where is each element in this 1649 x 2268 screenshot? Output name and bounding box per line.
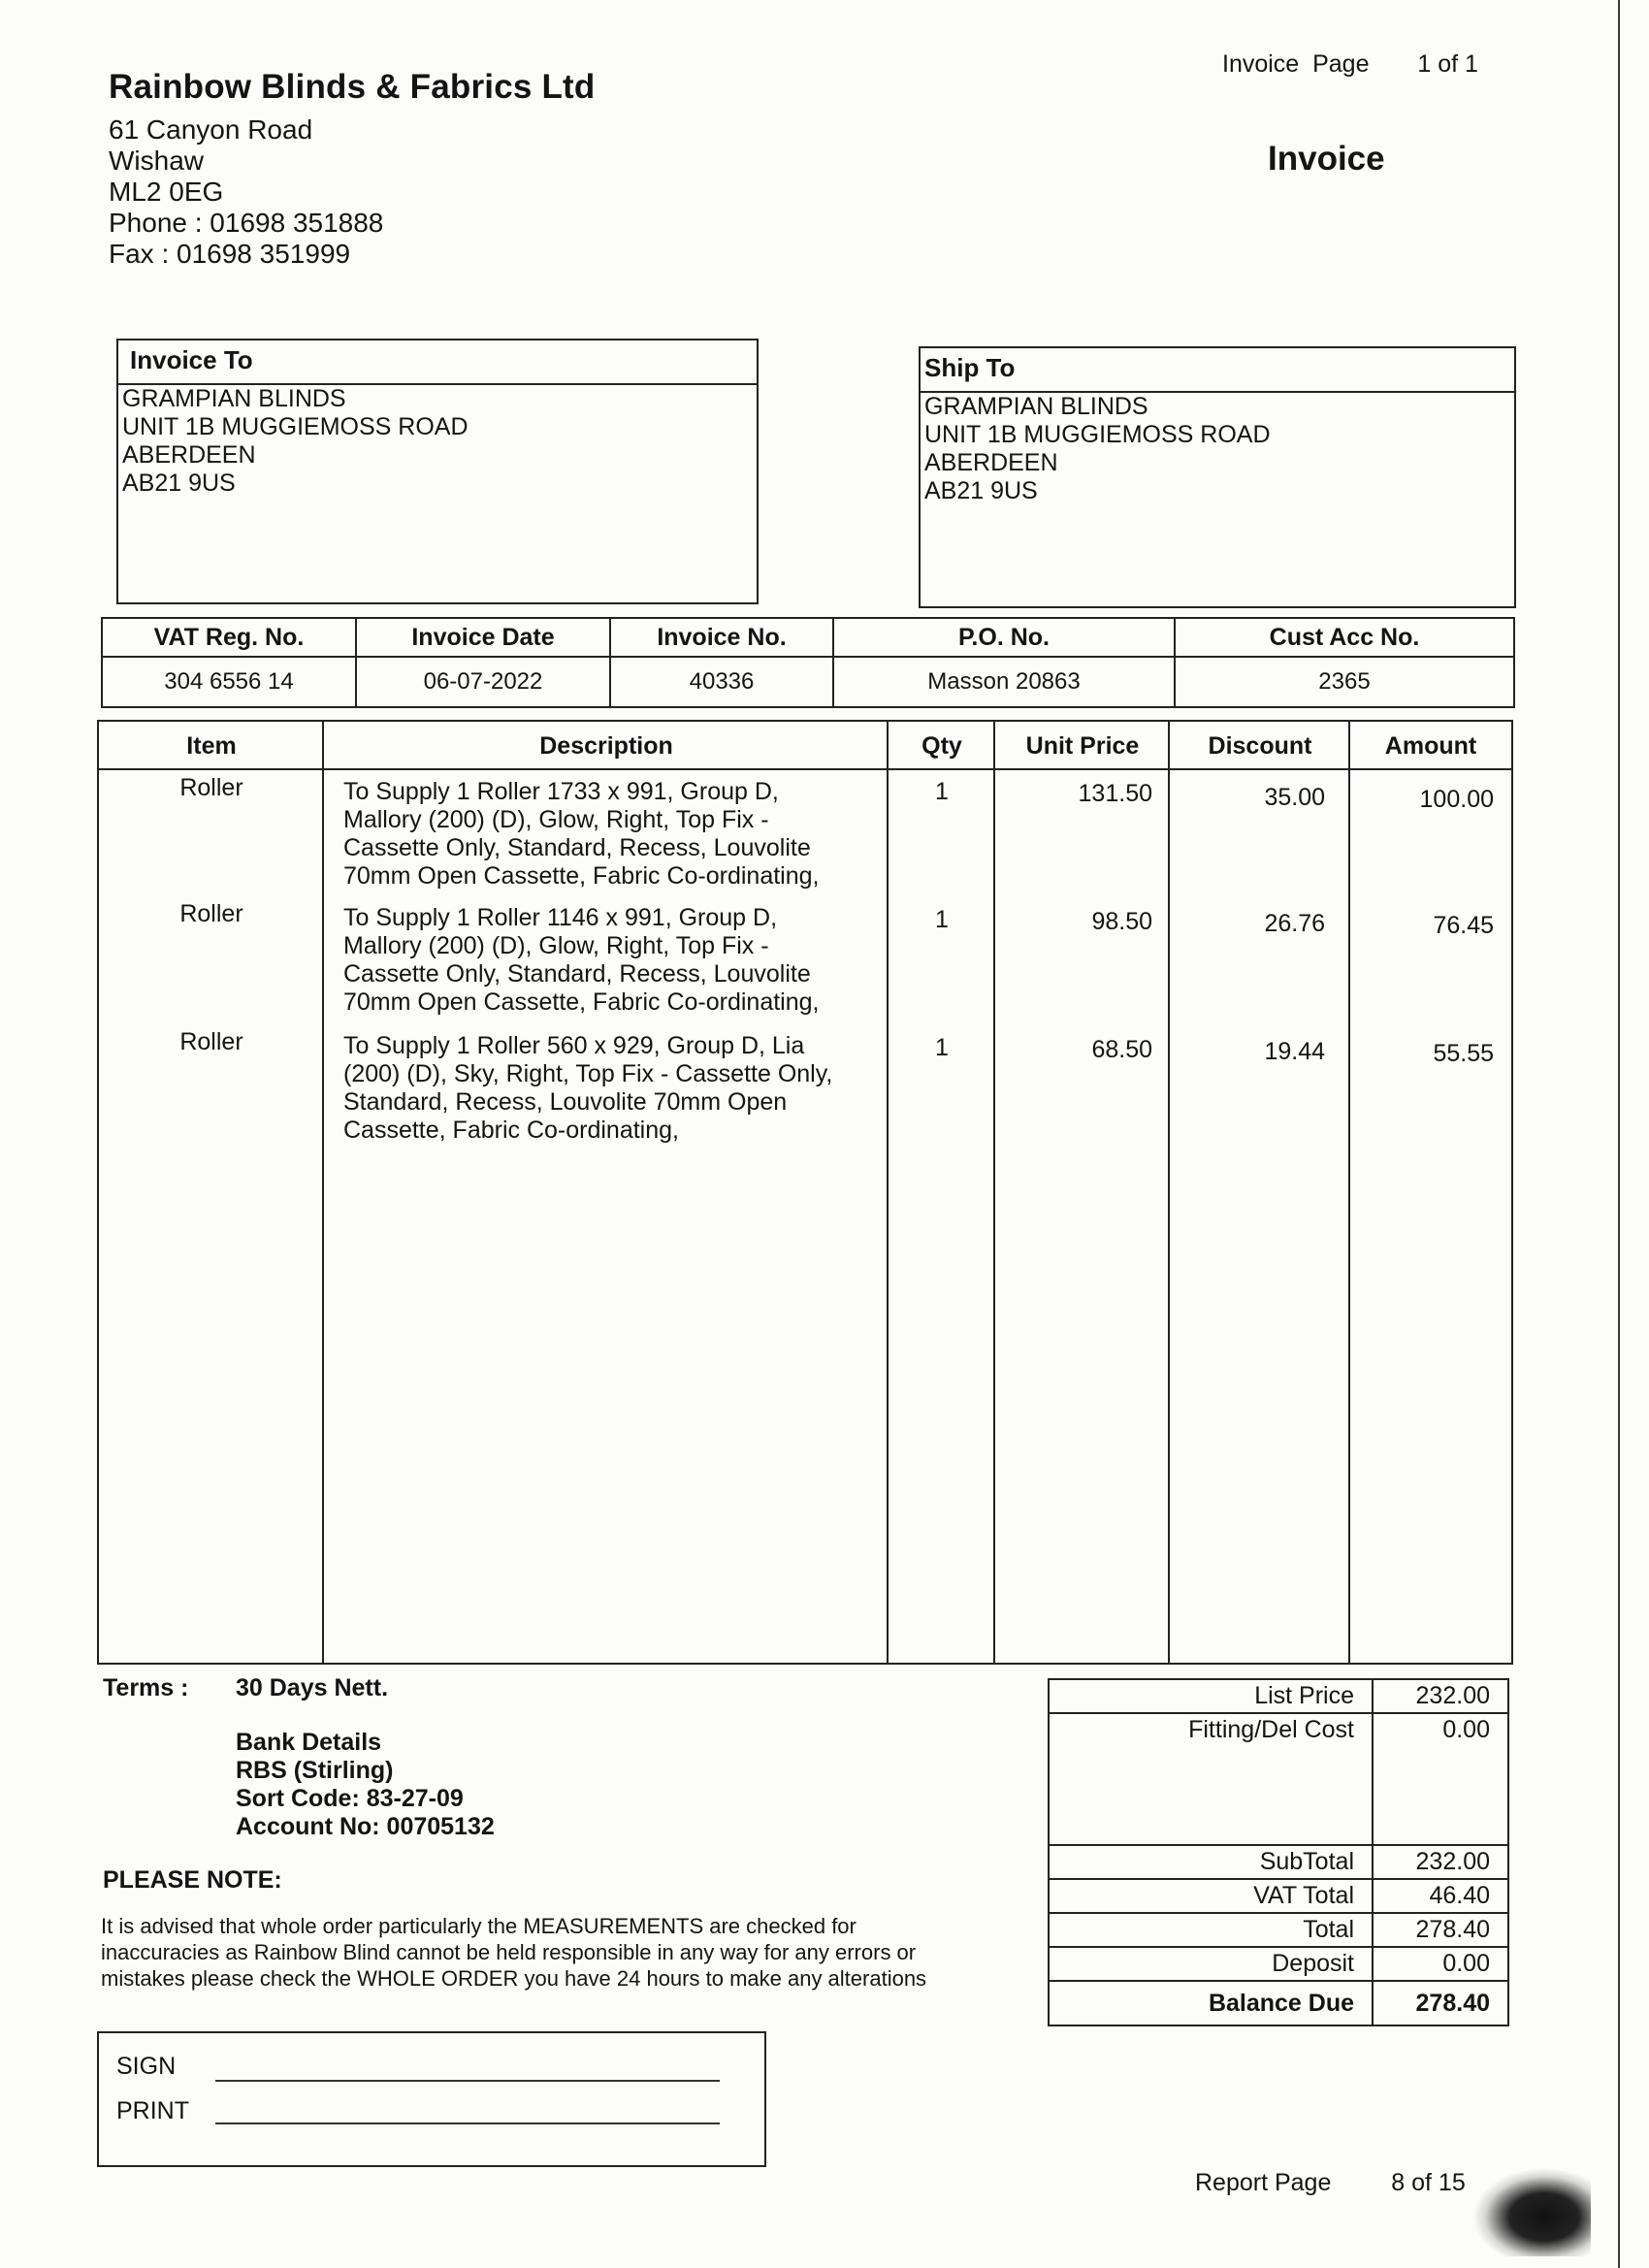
invoice-to-box bbox=[116, 339, 759, 604]
cust-acc-header: Cust Acc No. bbox=[1175, 618, 1514, 657]
deposit-value: 0.00 bbox=[1373, 1947, 1508, 1981]
column-divider bbox=[1348, 722, 1350, 1663]
row-description bbox=[343, 904, 887, 1017]
phone-line: Phone : 01698 351888 bbox=[109, 208, 384, 238]
bank-details-title: Bank Details bbox=[236, 1729, 382, 1756]
qty-col-header: Qty bbox=[889, 722, 995, 770]
ship-to-address bbox=[921, 393, 1514, 505]
vat-reg-value: 304 6556 14 bbox=[102, 657, 356, 707]
description-line: Cassette Only, Standard, Recess, Louvolite bbox=[343, 834, 811, 861]
address-line: UNIT 1B MUGGIEMOSS ROAD bbox=[122, 413, 469, 440]
invoice-to-header: Invoice To bbox=[118, 340, 757, 385]
sort-code: Sort Code: 83-27-09 bbox=[236, 1785, 464, 1812]
bank-details bbox=[236, 1729, 495, 1841]
row-unit-price: 131.50 bbox=[1078, 780, 1152, 807]
note-line: mistakes please check the WHOLE ORDER you have 24 hours to make any alterations bbox=[101, 1966, 927, 1991]
ship-to-header: Ship To bbox=[921, 348, 1514, 393]
invoice-no-value: 40336 bbox=[610, 657, 833, 707]
cust-acc-value: 2365 bbox=[1175, 657, 1514, 707]
report-page-label: Report Page bbox=[1195, 2169, 1332, 2196]
print-line bbox=[215, 2122, 720, 2124]
subtotal-value: 232.00 bbox=[1373, 1845, 1508, 1879]
description-col-header: Description bbox=[324, 722, 889, 770]
please-note-title: PLEASE NOTE: bbox=[103, 1866, 282, 1894]
description-line: 70mm Open Cassette, Fabric Co-ordinating, bbox=[343, 862, 820, 890]
description-line: To Supply 1 Roller 1146 x 991, Group D, bbox=[343, 904, 778, 931]
fitting-cost-value: 0.00 bbox=[1373, 1713, 1508, 1845]
row-description bbox=[343, 1032, 887, 1145]
description-line: Mallory (200) (D), Glow, Right, Top Fix - bbox=[343, 932, 769, 959]
print-label: PRINT bbox=[116, 2097, 189, 2124]
description-line: (200) (D), Sky, Right, Top Fix - Cassette Only, bbox=[343, 1060, 833, 1087]
invoice-page-info bbox=[1222, 50, 1478, 79]
row-amount: 55.55 bbox=[1433, 1040, 1494, 1067]
row-qty: 1 bbox=[935, 1034, 949, 1061]
description-line: 70mm Open Cassette, Fabric Co-ordinating, bbox=[343, 988, 820, 1016]
vat-reg-header: VAT Reg. No. bbox=[102, 618, 356, 657]
row-item: Roller bbox=[179, 774, 243, 801]
row-qty: 1 bbox=[935, 778, 949, 805]
column-divider bbox=[993, 722, 995, 1663]
address-line: 61 Canyon Road bbox=[109, 114, 313, 145]
subtotal-label: SubTotal bbox=[1049, 1845, 1373, 1879]
discount-col-header: Discount bbox=[1170, 722, 1350, 770]
sign-label: SIGN bbox=[116, 2053, 177, 2080]
row-item: Roller bbox=[179, 900, 243, 927]
address-line: ABERDEEN bbox=[924, 449, 1058, 476]
po-no-header: P.O. No. bbox=[833, 618, 1175, 657]
account-number: Account No: 00705132 bbox=[236, 1813, 495, 1840]
description-line: To Supply 1 Roller 560 x 929, Group D, Lia bbox=[343, 1032, 805, 1059]
fitting-cost-label: Fitting/Del Cost bbox=[1049, 1713, 1373, 1845]
note-line: inaccuracies as Rainbow Blind cannot be held responsible in any way for any errors or bbox=[101, 1940, 917, 1964]
column-divider bbox=[322, 722, 324, 1663]
total-label: Total bbox=[1049, 1913, 1373, 1947]
address-line: Wishaw bbox=[109, 146, 205, 176]
row-discount: 19.44 bbox=[1264, 1038, 1325, 1065]
address-line: AB21 9US bbox=[122, 470, 236, 497]
terms-label: Terms : bbox=[103, 1674, 189, 1701]
terms-value: 30 Days Nett. bbox=[236, 1674, 389, 1701]
please-note-text bbox=[101, 1913, 1003, 1992]
item-col-header: Item bbox=[99, 722, 324, 770]
ink-smudge bbox=[1474, 2169, 1591, 2256]
po-no-value: Masson 20863 bbox=[833, 657, 1175, 707]
balance-due-value: 278.40 bbox=[1373, 1981, 1508, 2025]
bank-name: RBS (Stirling) bbox=[236, 1757, 394, 1784]
invoice-page-label: Invoice Page bbox=[1222, 50, 1370, 78]
row-item: Roller bbox=[179, 1028, 243, 1055]
list-price-value: 232.00 bbox=[1373, 1679, 1508, 1713]
report-page-info bbox=[1195, 2169, 1466, 2197]
amount-col-header: Amount bbox=[1350, 722, 1511, 770]
description-line: To Supply 1 Roller 1733 x 991, Group D, bbox=[343, 778, 779, 805]
totals-table bbox=[1048, 1678, 1509, 2026]
invoice-date-header: Invoice Date bbox=[356, 618, 610, 657]
page-edge-line bbox=[1618, 0, 1620, 2268]
address-line: AB21 9US bbox=[924, 477, 1038, 504]
invoice-date-value: 06-07-2022 bbox=[356, 657, 610, 707]
description-line: Mallory (200) (D), Glow, Right, Top Fix - bbox=[343, 806, 769, 833]
company-address bbox=[109, 114, 383, 270]
address-line: GRAMPIAN BLINDS bbox=[924, 393, 1148, 420]
report-page-value: 8 of 15 bbox=[1391, 2169, 1466, 2196]
address-line: GRAMPIAN BLINDS bbox=[122, 385, 346, 412]
total-value: 278.40 bbox=[1373, 1913, 1508, 1947]
row-discount: 26.76 bbox=[1264, 910, 1325, 937]
row-amount: 76.45 bbox=[1433, 912, 1494, 939]
column-divider bbox=[887, 722, 889, 1663]
line-items-table bbox=[97, 720, 1513, 1665]
deposit-label: Deposit bbox=[1049, 1947, 1373, 1981]
vat-total-value: 46.40 bbox=[1373, 1879, 1508, 1913]
balance-due-label: Balance Due bbox=[1049, 1981, 1373, 2025]
invoice-no-header: Invoice No. bbox=[610, 618, 833, 657]
row-qty: 1 bbox=[935, 906, 949, 933]
company-name: Rainbow Blinds & Fabrics Ltd bbox=[109, 68, 596, 106]
ship-to-box bbox=[919, 346, 1516, 608]
row-unit-price: 68.50 bbox=[1091, 1036, 1152, 1063]
fax-line: Fax : 01698 351999 bbox=[109, 239, 351, 269]
row-amount: 100.00 bbox=[1419, 786, 1494, 813]
list-price-label: List Price bbox=[1049, 1679, 1373, 1713]
note-line: It is advised that whole order particularly the MEASUREMENTS are checked for bbox=[101, 1914, 857, 1938]
row-description bbox=[343, 778, 887, 891]
invoice-info-table bbox=[101, 617, 1515, 708]
signature-box bbox=[97, 2031, 766, 2167]
description-line: Standard, Recess, Louvolite 70mm Open bbox=[343, 1088, 788, 1116]
document-title: Invoice bbox=[1268, 140, 1385, 178]
description-line: Cassette Only, Standard, Recess, Louvolite bbox=[343, 960, 811, 988]
description-line: Cassette, Fabric Co-ordinating, bbox=[343, 1117, 679, 1144]
sign-line bbox=[215, 2080, 720, 2082]
invoice-to-address bbox=[118, 385, 757, 498]
address-line: UNIT 1B MUGGIEMOSS ROAD bbox=[924, 421, 1271, 448]
column-divider bbox=[1168, 722, 1170, 1663]
invoice-page-value: 1 of 1 bbox=[1417, 50, 1478, 78]
row-discount: 35.00 bbox=[1264, 784, 1325, 811]
row-unit-price: 98.50 bbox=[1091, 908, 1152, 935]
address-line: ABERDEEN bbox=[122, 441, 256, 469]
vat-total-label: VAT Total bbox=[1049, 1879, 1373, 1913]
unit-price-col-header: Unit Price bbox=[995, 722, 1170, 770]
address-line: ML2 0EG bbox=[109, 177, 224, 207]
